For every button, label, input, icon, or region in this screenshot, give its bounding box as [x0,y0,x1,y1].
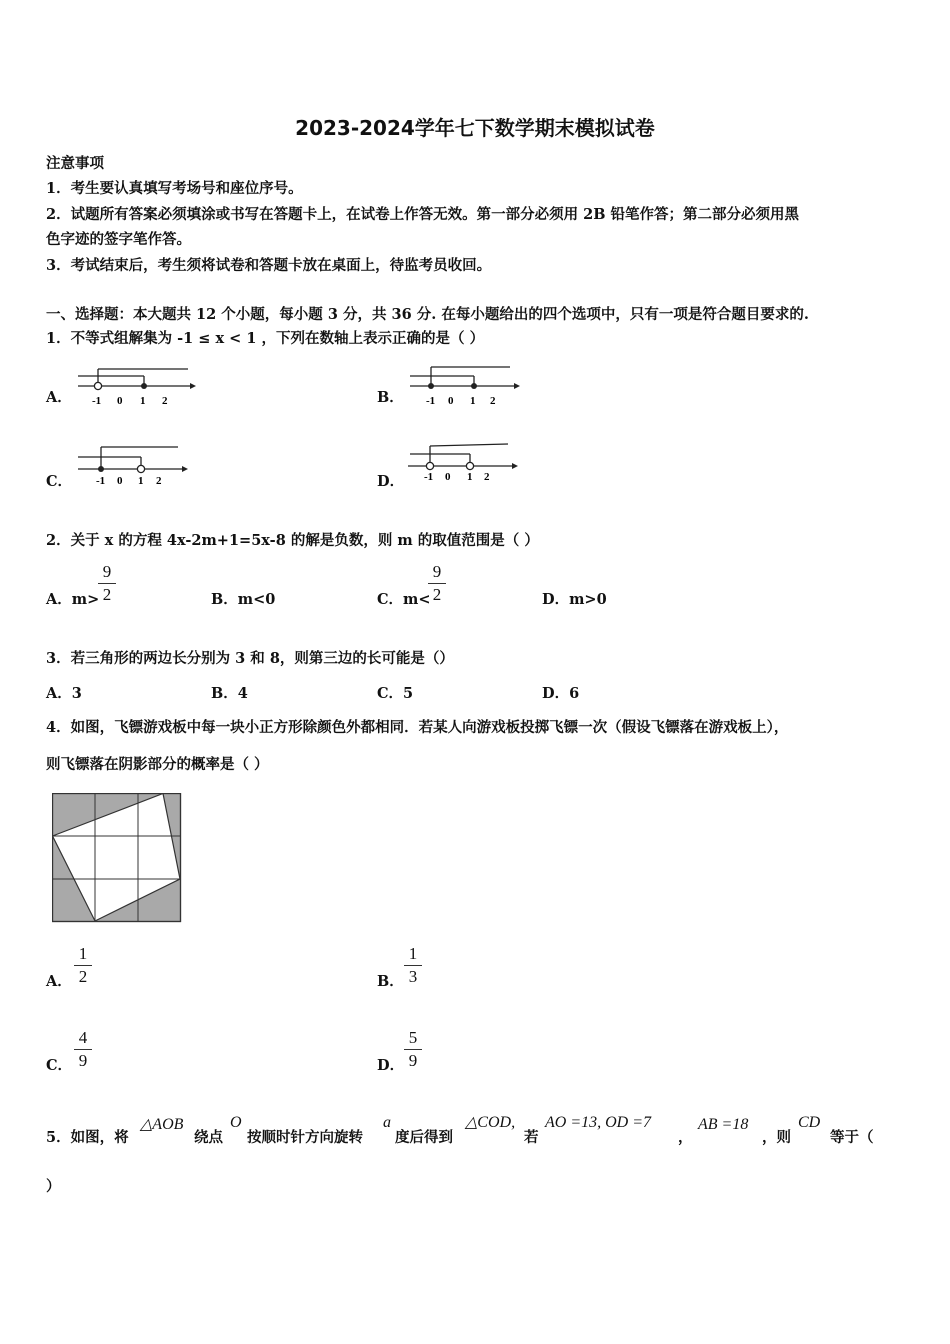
q1-option-c-numberline [78,444,198,490]
q5-text-2: 绕点 [194,1129,223,1146]
tick-label: -1 [96,475,106,487]
q1-stem: 1．不等式组解集为 -1 ≤ x < 1 ，下列在数轴上表示正确的是（ ） [46,330,485,347]
q4-option-a-fraction [74,944,92,987]
q5-math-cd: CD [798,1114,821,1131]
fraction-numerator: 1 [408,944,418,963]
tick-label: 0 [448,395,454,407]
tick-label: 0 [117,475,123,487]
fraction-bar [74,1049,92,1050]
dartboard-figure [52,793,182,923]
q3-option-a: A．3 [46,685,82,702]
q1-option-a-numberline [78,364,198,410]
notice-item-3: 3．考试结束后，考生须将试卷和答题卡放在桌面上，待监考员收回。 [46,257,492,274]
q3-option-b: B．4 [211,685,248,702]
page-title: 2023-2024学年七下数学期末模拟试卷 [295,116,655,140]
tick-label: 2 [484,471,490,483]
q5-math-triangle-cod: △COD, [465,1114,516,1131]
q5-close-paren: ） [46,1178,61,1195]
q5-text-5: 若 [524,1129,539,1146]
q5-text-6: ， [678,1129,693,1146]
q1-option-b-label: B． [377,389,404,406]
tick-label: 1 [470,395,476,407]
fraction-numerator: 9 [102,562,112,581]
q2-stem: 2．关于 x 的方程 4x-2m+1=5x-8 的解是负数，则 m 的取值范围是（ ） [46,532,539,549]
q2-option-a-fraction [98,562,116,605]
q3-option-c: C．5 [377,685,414,702]
tick-label: -1 [426,395,436,407]
q5-math-lengths: AO =13, OD =7 [545,1114,652,1131]
tick-label: 2 [490,395,496,407]
fraction-denominator: 3 [408,967,418,986]
q4-stem-line1: 4．如图，飞镖游戏板中每一块小正方形除颜色外都相同．若某人向游戏板投掷飞镖一次（假设飞镖落在游戏板上）， [46,719,789,736]
fraction-numerator: 5 [408,1028,418,1047]
q1-option-c-label: C． [46,473,73,490]
q2-option-d: D．m>0 [542,591,607,608]
fraction-numerator: 9 [432,562,442,581]
fraction-numerator: 4 [78,1028,88,1047]
q5-math-o: O [230,1114,242,1131]
fraction-bar [428,583,446,584]
q4-option-b-label: B． [377,973,404,990]
q1-option-a-label: A． [46,389,72,406]
q5-text-7: ，则 [762,1129,791,1146]
notice-heading: 注意事项 [46,155,104,172]
fraction-bar [404,965,422,966]
fraction-denominator: 9 [78,1051,88,1070]
q5-text-4: 度后得到 [395,1129,453,1146]
section-heading: 一、选择题：本大题共 12 个小题，每小题 3 分，共 36 分. 在每小题给出的四个选项中，只有一项是符合题目要求的. [46,306,809,323]
tick-label: 1 [467,471,473,483]
q1-option-d-label: D． [377,473,405,490]
q2-option-c: C．m< [377,591,431,608]
q4-option-b-fraction [404,944,422,987]
q5-text-8: 等于（ [830,1129,874,1146]
fraction-bar [74,965,92,966]
tick-label: -1 [92,395,102,407]
q5-math-ab: AB =18 [698,1116,749,1133]
q4-option-a-label: A． [46,973,72,990]
tick-label: 2 [156,475,162,487]
tick-label: 1 [140,395,146,407]
q1-option-b-numberline [410,364,530,410]
fraction-denominator: 2 [78,967,88,986]
tick-label: -1 [424,471,434,483]
fraction-bar [404,1049,422,1050]
q5-text-3: 按顺时针方向旋转 [247,1129,363,1146]
q5-text-1: 5．如图，将 [46,1129,129,1146]
fraction-denominator: 2 [102,585,112,604]
q2-option-b: B．m<0 [211,591,276,608]
q4-option-d-label: D． [377,1057,405,1074]
notice-item-1: 1．考生要认真填写考场号和座位序号。 [46,180,303,197]
tick-label: 0 [117,395,123,407]
q4-option-c-fraction [74,1028,92,1071]
q2-option-a: A．m> [46,591,100,608]
tick-label: 1 [138,475,144,487]
q4-option-c-label: C． [46,1057,73,1074]
q3-stem: 3．若三角形的两边长分别为 3 和 8，则第三边的长可能是（） [46,650,454,667]
fraction-denominator: 9 [408,1051,418,1070]
fraction-denominator: 2 [432,585,442,604]
q5-math-triangle-aob: △AOB [140,1116,184,1133]
notice-item-2-cont: 色字迹的签字笔作答。 [46,231,191,248]
q2-option-c-fraction [428,562,446,605]
fraction-bar [98,583,116,584]
tick-label: 0 [445,471,451,483]
fraction-numerator: 1 [78,944,88,963]
q1-option-d-numberline [408,440,528,486]
notice-item-2: 2．试题所有答案必须填涂或书写在答题卡上，在试卷上作答无效。第一部分必须用 2B 铅笔作答；第二部分必须用黑 [46,206,800,223]
q4-option-d-fraction [404,1028,422,1071]
q5-math-a: a [383,1114,391,1131]
q4-stem-line2: 则飞镖落在阴影部分的概率是（ ） [46,756,269,773]
tick-label: 2 [162,395,168,407]
q3-option-d: D．6 [542,685,580,702]
